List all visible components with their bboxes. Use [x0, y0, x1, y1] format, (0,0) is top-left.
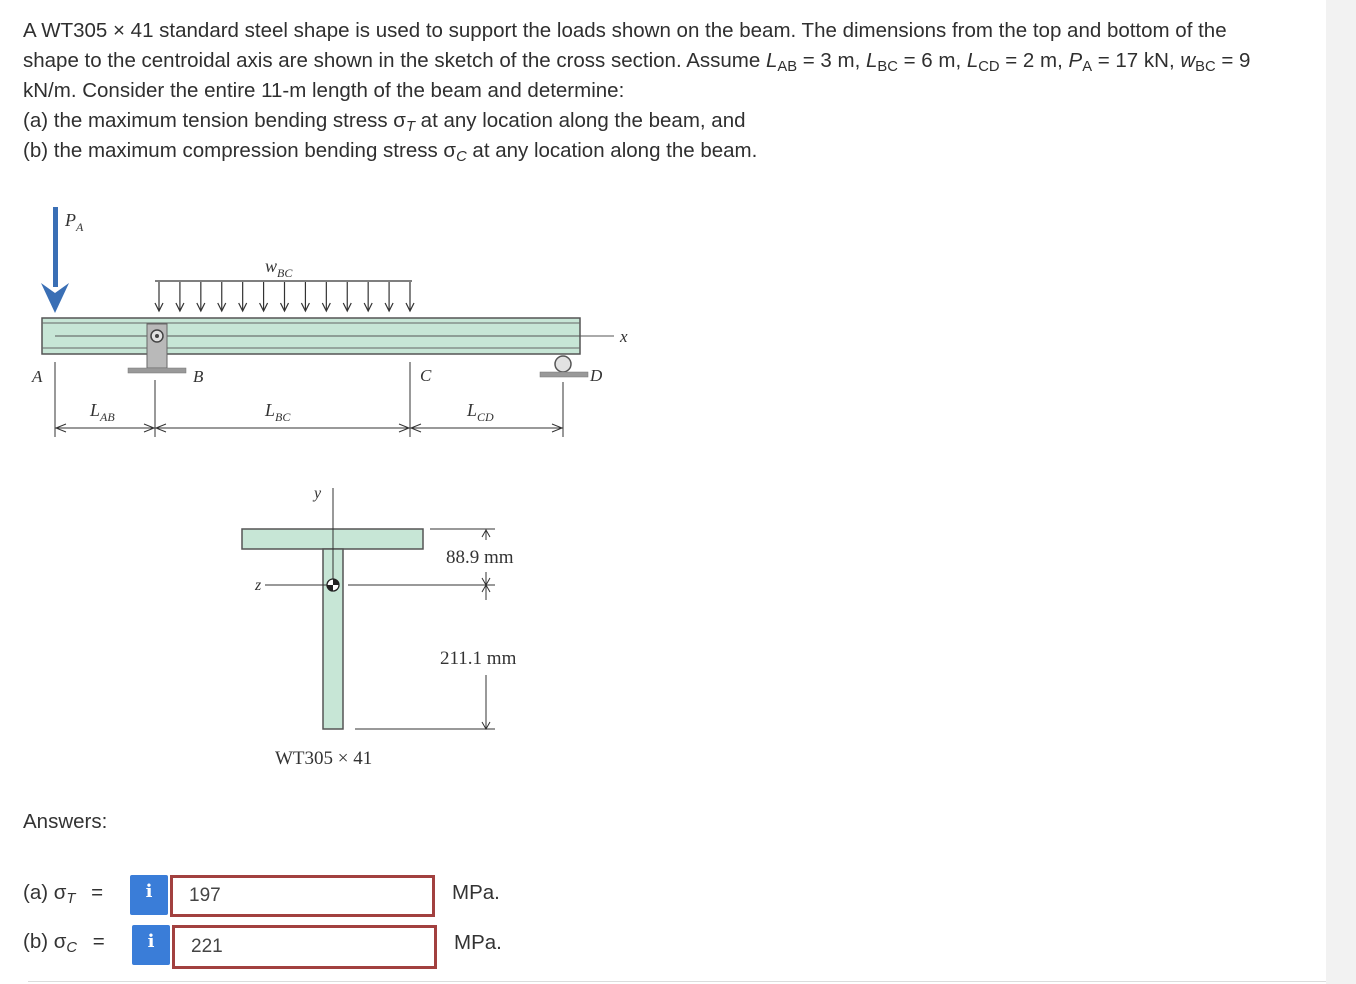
problem-line-2: shape to the centroidal axis are shown in the sketch of the cross section. Assume $L_{AB} = 3$ m, $L_{BC} = 6$ m, $L_{CD} = 2$ m, $P_A = 17$ kN, $w_{BC} = 9$	[23, 49, 1251, 76]
pa-label: $P_A$	[65, 210, 84, 234]
point-b-label: B	[193, 367, 204, 386]
y-axis-label: y	[314, 485, 322, 502]
lcd-label: $L_{CD}$	[467, 400, 494, 424]
answer-a-input[interactable]	[170, 875, 435, 917]
z-axis-label: z	[255, 577, 262, 594]
beam	[42, 318, 614, 354]
answer-a-label: (a) $\sigma_T$ =	[23, 881, 104, 908]
page-divider	[28, 981, 1326, 982]
wbc-label: $w_{BC}$	[265, 256, 293, 280]
lbc-label: $L_{BC}$	[265, 400, 291, 424]
point-d-label: D	[590, 366, 603, 385]
dim-88-9: 88.9 mm	[446, 547, 514, 568]
x-axis-label: x	[620, 327, 628, 346]
tee-cross-section	[242, 488, 423, 729]
lab-label: $L_{AB}$	[90, 400, 115, 424]
section-name: WT305 × 41	[275, 748, 373, 769]
info-icon-a[interactable]: i	[130, 875, 168, 915]
answer-b-input[interactable]	[172, 925, 437, 969]
answer-b-label: (b) $\sigma_C$ =	[23, 930, 105, 957]
point-a-label: A	[32, 367, 43, 386]
answer-b-unit: MPa.	[454, 931, 502, 954]
answer-a-unit: MPa.	[452, 881, 500, 904]
answers-heading: Answers:	[23, 810, 108, 833]
problem-line-1: A WT305 × 41 standard steel shape is used to support the loads shown on the beam. The dimensions from the top and bottom of the	[23, 19, 1227, 42]
dim-211-1: 211.1 mm	[440, 648, 517, 669]
answer-row-b	[23, 922, 543, 966]
problem-line-4: (a) the maximum tension bending stress $\sigma_T$ at any location along the beam, and	[23, 109, 746, 136]
distributed-load	[155, 281, 414, 311]
problem-line-5: (b) the maximum compression bending stress $\sigma_C$ at any location along the beam.	[23, 139, 758, 166]
info-icon-b[interactable]: i	[132, 925, 170, 965]
point-c-label: C	[420, 366, 432, 385]
answer-row-a	[23, 873, 543, 917]
problem-line-3: kN/m. Consider the entire 11-m length of the beam and determine:	[23, 79, 625, 102]
roller-support-d	[540, 356, 588, 377]
